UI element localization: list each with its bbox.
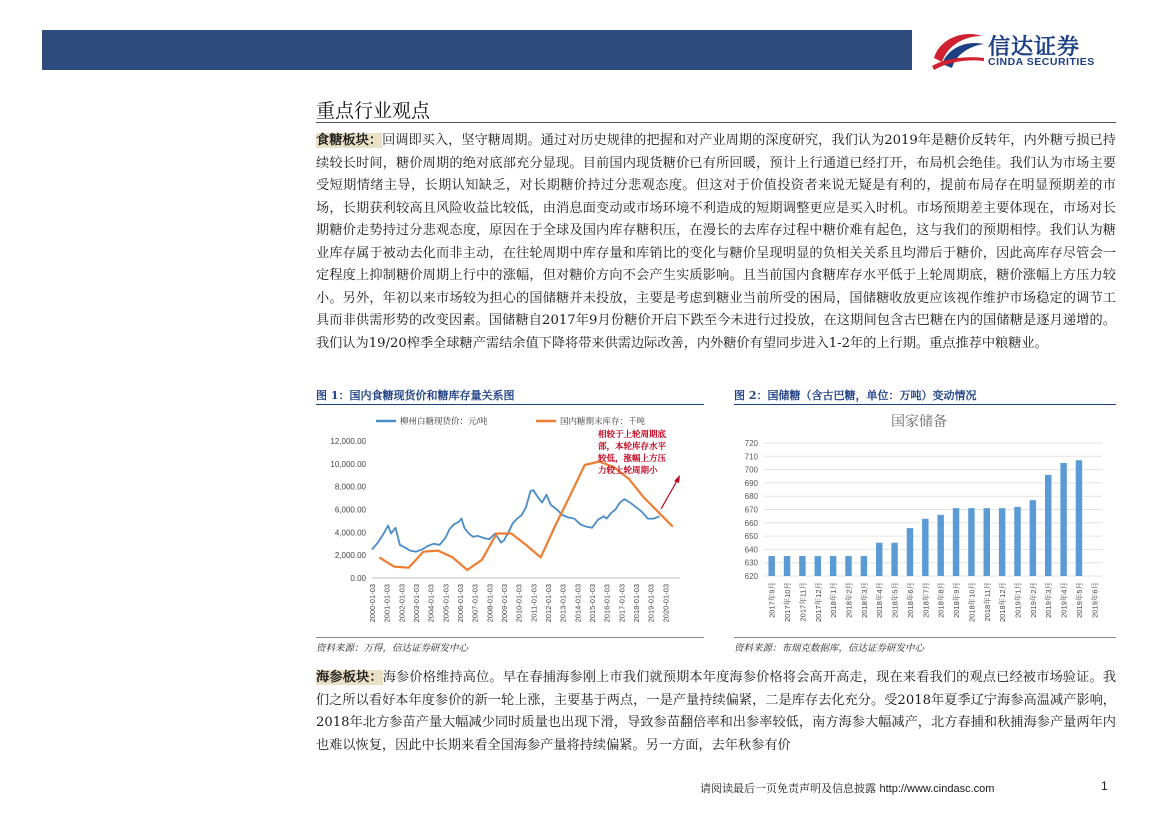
sugar-label: 食糖板块： (316, 133, 383, 148)
x-tick-label: 2015-01-03 (588, 584, 597, 623)
y-tick-label: 630 (744, 558, 758, 568)
y-tick-label: 640 (744, 545, 758, 555)
sugar-paragraph (316, 130, 1116, 355)
bar (830, 556, 836, 576)
annotation-line: 较低，涨幅上方压 (598, 453, 667, 463)
seacucumber-label: 海参板块： (316, 670, 383, 685)
x-tick-label: 2002-01-03 (397, 584, 407, 623)
x-tick-label: 2018年9月 (952, 582, 962, 618)
y-tick-label: 620 (744, 572, 758, 581)
annotation-arrow-head (674, 475, 680, 483)
y-tick-label: 0.00 (350, 574, 366, 583)
bar (984, 508, 990, 576)
y-tick-label: 660 (744, 518, 758, 528)
bar (784, 556, 790, 576)
x-tick-label: 2003-01-03 (412, 584, 421, 623)
x-tick-label: 2014-01-03 (573, 584, 583, 623)
y-tick-label: 710 (744, 452, 758, 462)
x-tick-label: 2018-01-03 (632, 584, 641, 623)
bar (968, 508, 974, 576)
footer-url[interactable]: http://www.cindasc.com (879, 783, 995, 795)
annotation-line: 部，本轮库存水平 (598, 441, 667, 451)
section-title: 重点行业观点 (316, 100, 431, 122)
y-tick-label: 720 (744, 439, 758, 448)
x-tick-label: 2018年5月 (890, 582, 900, 618)
x-tick-label: 2001-01-03 (382, 584, 392, 623)
x-tick-label: 2005-01-03 (441, 584, 451, 623)
series-line-sugar-price (372, 490, 660, 552)
x-tick-label: 2019年3月 (1044, 582, 1054, 618)
bar (1076, 460, 1082, 576)
x-tick-label: 2016-01-03 (602, 584, 612, 623)
y-tick-label: 10,000.00 (330, 459, 366, 469)
bar (953, 508, 959, 576)
figure1-chart (316, 405, 704, 637)
x-tick-label: 2004-01-03 (426, 584, 436, 623)
x-tick-label: 2019年4月 (1059, 582, 1069, 618)
bar (845, 556, 851, 576)
figure1-bottom-rule (316, 637, 704, 638)
y-tick-label: 2,000.00 (334, 551, 366, 561)
brand-name-cn: 信达证券 (988, 35, 1081, 60)
x-tick-label: 2009-01-03 (500, 584, 509, 623)
x-tick-label: 2019年2月 (1028, 582, 1038, 618)
x-tick-label: 2007-01-03 (470, 584, 480, 623)
y-tick-label: 700 (744, 465, 758, 475)
y-tick-label: 650 (744, 532, 758, 542)
seacucumber-paragraph (316, 667, 1116, 757)
bar (1030, 500, 1036, 576)
figure2-bottom-rule (734, 637, 1116, 638)
seacucumber-text: 海参价格维持高位。早在春捕海参刚上市我们就预期本年度海参价格将会高开高走，现在来看我们的观点已经被市场验证。我们之所以看好本年度参价的新一轮上涨，主要基于两点，一是产量持续偏紧，二是库存去化充分。受2018年夏季辽宁海参高温减产影响，2018年北方参苗产量大幅减少同时质量也出现下滑，导致参苗翻倍率和出参率较低，南方海参大幅减产，北方春捕和秋捕海参产量两年内也难以恢复，因此中长期来看全国海参产量将持续偏紧。另一方面，去年秋参有价 (316, 670, 1117, 753)
footer-disclaimer (700, 780, 994, 796)
annotation-line: 力较上轮周期小 (598, 465, 658, 475)
x-tick-label: 2000-01-03 (368, 584, 377, 623)
x-tick-label: 2017年12月 (813, 582, 823, 623)
x-tick-label: 2019年5月 (1074, 582, 1084, 618)
page-number: 1 (1101, 779, 1108, 793)
x-tick-label: 2018年11月 (982, 582, 992, 622)
series-line-sugar-stock (379, 462, 672, 571)
figure1-title: 图 1：国内食糖现货价和糖库存量关系图 (316, 389, 515, 402)
bar (815, 556, 821, 576)
figure2-title: 图 2：国储糖（含古巴糖，单位：万吨）变动情况 (734, 389, 977, 402)
chart2-title: 国家储备 (891, 413, 947, 429)
bar (907, 528, 913, 576)
bar (1060, 463, 1066, 576)
header-bar (42, 30, 912, 70)
x-tick-label: 2017年9月 (767, 582, 777, 618)
x-tick-label: 2017年11月 (798, 582, 808, 622)
x-tick-label: 2006-01-03 (456, 584, 465, 623)
y-tick-label: 670 (744, 505, 758, 515)
y-tick-label: 680 (744, 492, 758, 502)
x-tick-label: 2019年1月 (1013, 582, 1023, 618)
x-tick-label: 2018年8月 (936, 582, 946, 618)
cinda-logo-icon (930, 28, 986, 72)
y-tick-label: 8,000.00 (334, 482, 366, 492)
x-tick-label: 2018年1月 (829, 582, 839, 618)
figure2-source: 资料来源：布瑞克数据库，信达证券研发中心 (734, 643, 925, 654)
figure2-chart (734, 405, 1116, 637)
bar (937, 515, 943, 576)
bar (1014, 507, 1020, 576)
x-tick-label: 2019-01-03 (646, 584, 656, 623)
x-tick-label: 2018年3月 (859, 582, 869, 618)
cinda-logo (930, 28, 1130, 72)
legend-label: 国内糖期末库存：千吨 (560, 416, 646, 426)
x-tick-label: 2018年4月 (875, 582, 885, 618)
title-divider (316, 122, 1116, 123)
figure1-source: 资料来源：万得，信达证券研发中心 (316, 643, 469, 654)
y-tick-label: 690 (744, 478, 758, 488)
x-tick-label: 2018年2月 (844, 582, 854, 618)
annotation-line: 相较于上轮周期底 (598, 429, 667, 439)
x-tick-label: 2012-01-03 (544, 584, 553, 623)
x-tick-label: 2017年10月 (783, 582, 793, 623)
x-tick-label: 2018年7月 (921, 582, 931, 618)
footer-text: 请阅读最后一页免责声明及信息披露 (700, 782, 876, 795)
bar (922, 519, 928, 576)
x-tick-label: 2017-01-03 (617, 584, 627, 623)
sugar-text: 回调即买入，坚守糖周期。通过对历史规律的把握和对产业周期的深度研究，我们认为2019年是糖价反转年，内外糖亏损已持续较长时间，糖价周期的绝对底部充分显现。目前国内现货糖价已有所回暖，预计上行通道已经打开，布局机会绝佳。我们认为市场主要受短期情绪主导，长期认知缺乏，对长期糖价持过分悲观态度。但这对于价值投资者来说无疑是有利的，提前布局存在明显预期差的市场，长期获利较高且风险收益比较低，由消息面变动或市场环境不利造成的短期调整更应是买入时机。市场预期差主要体现在，市场对长期糖价走势持过分悲观态度，原因在于全球及国内库存糖积压，在漫长的去库存过程中糖价难有起色，这与我们的预期相悖。我们认为糖业库存属于被动去化而非主动，在往轮周期中库存量和库销比的变化与糖价呈现明显的负相关关系且均滞后于糖价，因此高库存尽管会一定程度上抑制糖价周期上行中的涨幅，但对糖价方向不会产生实质影响。且当前国内食糖库存水平低于上轮周期底，糖价涨幅上方压力较小。另外，年初以来市场较为担心的国储糖并未投放，主要是考虑到糖业当前所受的困局，国储糖收放更应该视作维护市场稳定的调节工具而非供需形势的改变因素。国储糖自2017年9月份糖价开启下跌至今未进行过投放，在这期间包含古巴糖在内的国储糖是逐月递增的。我们认为19/20榨季全球糖产需结余值下降将带来供需边际改善，内外糖价有望同步进入1-2年的上行期。重点推荐中粮糖业。 (316, 133, 1116, 351)
x-tick-label: 2019年6月 (1090, 582, 1100, 618)
x-tick-label: 2018年12月 (998, 582, 1008, 623)
bar (1045, 475, 1051, 576)
y-tick-label: 6,000.00 (334, 505, 366, 515)
annotation-arrow-line (661, 479, 678, 509)
brand-name-en: CINDA SECURITIES (988, 56, 1095, 68)
x-tick-label: 2018年6月 (905, 582, 915, 618)
x-tick-label: 2008-01-03 (485, 584, 495, 623)
legend-label: 柳州白糖现货价：元/吨 (400, 416, 488, 426)
x-tick-label: 2011-01-03 (529, 584, 539, 622)
bar (799, 556, 805, 576)
bar (876, 543, 882, 576)
x-tick-label: 2013-01-03 (558, 584, 568, 623)
y-tick-label: 12,000.00 (330, 437, 366, 446)
bar (891, 543, 897, 576)
bar (861, 556, 867, 576)
bar (768, 556, 774, 576)
y-tick-label: 4,000.00 (334, 528, 366, 538)
x-tick-label: 2010-01-03 (514, 584, 524, 623)
x-tick-label: 2018年10月 (967, 582, 977, 623)
x-tick-label: 2020-01-03 (661, 584, 671, 623)
bar (999, 508, 1005, 576)
